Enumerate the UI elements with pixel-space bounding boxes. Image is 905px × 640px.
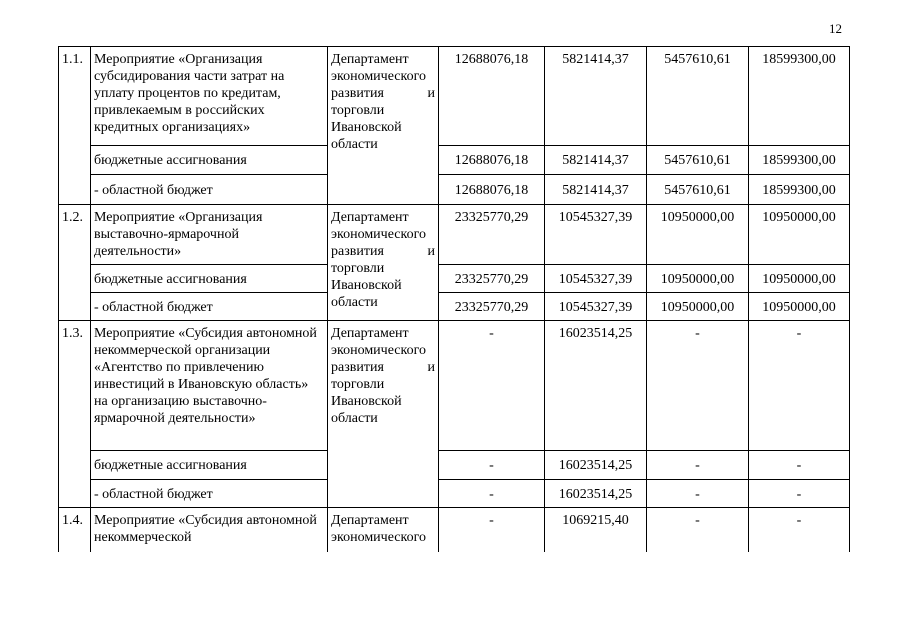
- row-number: 1.3.: [59, 321, 91, 508]
- amount-cell: 10950000,00: [749, 265, 850, 293]
- amount-cell: 1069215,40: [545, 508, 647, 552]
- amount-cell: -: [647, 321, 749, 451]
- amount-cell: 10950000,00: [647, 293, 749, 321]
- activity-name: Мероприятие «Организация выставочно-ярмарочной деятельности»: [91, 205, 328, 265]
- amount-cell: -: [439, 451, 545, 480]
- amount-cell: 16023514,25: [545, 480, 647, 508]
- amount-cell: -: [749, 480, 850, 508]
- responsible-department: [328, 321, 439, 508]
- activity-name: Мероприятие «Организация субсидирования части затрат на уплату процентов по кредитам, привлекаемым в российских кредитных организациях»: [91, 47, 328, 146]
- department-line: экономического: [331, 530, 426, 545]
- department-line: развития и: [331, 86, 435, 101]
- table-subrow: [59, 175, 850, 205]
- amount-cell: 23325770,29: [439, 205, 545, 265]
- responsible-department: [328, 508, 439, 552]
- amount-cell: -: [749, 321, 850, 451]
- amount-cell: 10950000,00: [647, 205, 749, 265]
- table-subrow: [59, 480, 850, 508]
- activity-name: Мероприятие «Субсидия автономной некоммерческой организации «Агентство по привлечению инвестиций в Ивановскую область» на организацию выставочно-ярмарочной деятельности»: [91, 321, 328, 451]
- amount-cell: 12688076,18: [439, 47, 545, 146]
- table-subrow: [59, 293, 850, 321]
- amount-cell: -: [647, 508, 749, 552]
- amount-cell: -: [749, 451, 850, 480]
- department-line: торговли: [331, 377, 385, 392]
- amount-cell: 12688076,18: [439, 146, 545, 175]
- department-line: области: [331, 295, 378, 310]
- amount-cell: 12688076,18: [439, 175, 545, 205]
- amount-cell: 18599300,00: [749, 47, 850, 146]
- amount-cell: 5821414,37: [545, 175, 647, 205]
- department-line: развития и: [331, 360, 435, 375]
- amount-cell: 10545327,39: [545, 265, 647, 293]
- row-number: 1.1.: [59, 47, 91, 205]
- amount-cell: -: [647, 480, 749, 508]
- amount-cell: 5457610,61: [647, 175, 749, 205]
- amount-cell: -: [439, 508, 545, 552]
- department-line: торговли: [331, 103, 385, 118]
- amount-cell: 10950000,00: [647, 265, 749, 293]
- table-row: [59, 205, 850, 265]
- subrow-label: бюджетные ассигнования: [91, 451, 328, 480]
- department-line: Ивановской: [331, 394, 402, 409]
- amount-cell: -: [749, 508, 850, 552]
- subrow-label: бюджетные ассигнования: [91, 146, 328, 175]
- department-line: развития и: [331, 244, 435, 259]
- table-row: [59, 321, 850, 451]
- department-line: экономического: [331, 69, 426, 84]
- amount-cell: -: [439, 321, 545, 451]
- department-line: Департамент: [331, 52, 409, 67]
- department-line: торговли: [331, 261, 385, 276]
- amount-cell: 18599300,00: [749, 175, 850, 205]
- page-number: 12: [829, 21, 842, 36]
- amount-cell: 5821414,37: [545, 146, 647, 175]
- department-line: Департамент: [331, 513, 409, 528]
- table-subrow: [59, 451, 850, 480]
- department-line: области: [331, 411, 378, 426]
- amount-cell: 5821414,37: [545, 47, 647, 146]
- amount-cell: 10545327,39: [545, 205, 647, 265]
- activity-name: Мероприятие «Субсидия автономной некоммерческой: [91, 508, 328, 552]
- department-line: области: [331, 137, 378, 152]
- table-subrow: [59, 146, 850, 175]
- subrow-label: - областной бюджет: [91, 293, 328, 321]
- amount-cell: 23325770,29: [439, 293, 545, 321]
- subrow-label: - областной бюджет: [91, 175, 328, 205]
- department-line: экономического: [331, 227, 426, 242]
- table-row: [59, 508, 850, 552]
- subrow-label: - областной бюджет: [91, 480, 328, 508]
- department-line: Ивановской: [331, 278, 402, 293]
- amount-cell: 10545327,39: [545, 293, 647, 321]
- budget-table: [58, 46, 850, 552]
- department-line: Департамент: [331, 210, 409, 225]
- amount-cell: -: [647, 451, 749, 480]
- amount-cell: 16023514,25: [545, 321, 647, 451]
- table-row: [59, 47, 850, 146]
- table-subrow: [59, 265, 850, 293]
- subrow-label: бюджетные ассигнования: [91, 265, 328, 293]
- responsible-department: [328, 47, 439, 205]
- amount-cell: -: [439, 480, 545, 508]
- amount-cell: 18599300,00: [749, 146, 850, 175]
- department-line: экономического: [331, 343, 426, 358]
- responsible-department: [328, 205, 439, 321]
- amount-cell: 16023514,25: [545, 451, 647, 480]
- amount-cell: 5457610,61: [647, 47, 749, 146]
- department-line: Ивановской: [331, 120, 402, 135]
- row-number: 1.4.: [59, 508, 91, 552]
- department-line: Департамент: [331, 326, 409, 341]
- amount-cell: 23325770,29: [439, 265, 545, 293]
- amount-cell: 10950000,00: [749, 293, 850, 321]
- amount-cell: 5457610,61: [647, 146, 749, 175]
- row-number: 1.2.: [59, 205, 91, 321]
- amount-cell: 10950000,00: [749, 205, 850, 265]
